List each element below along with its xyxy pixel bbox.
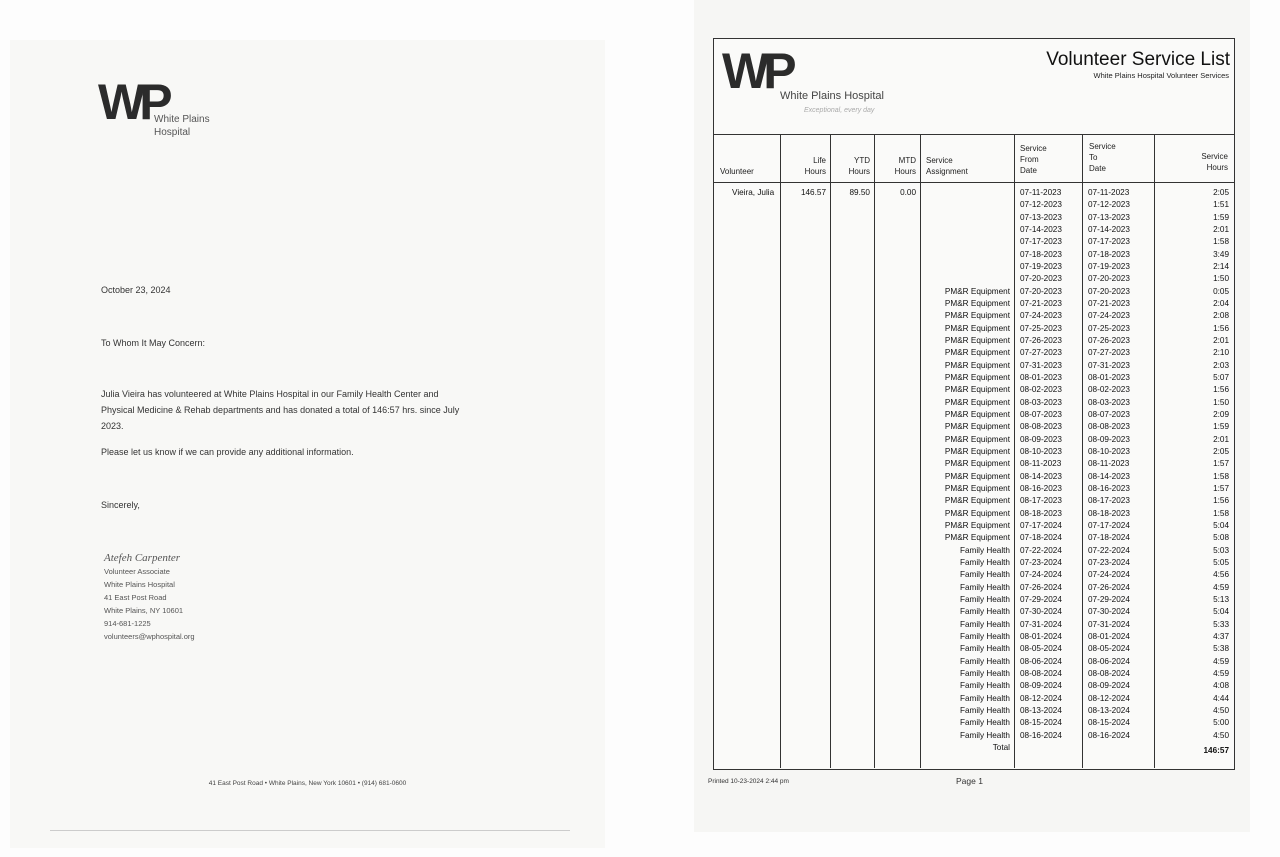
row-service-from-date: 08-14-2023 [1020,471,1062,481]
row-service-assignment: Family Health [959,730,1010,740]
row-service-to-date: 07-31-2024 [1088,619,1130,629]
row-service-hours: 1:50 [1213,274,1229,284]
letter-logo [98,76,238,146]
row-service-from-date: 07-27-2023 [1020,348,1062,358]
row-service-hours: 5:33 [1213,619,1229,629]
row-service-assignment: PM&R Equipment [944,471,1010,481]
row-service-hours: 1:58 [1213,508,1229,518]
row-service-hours: 2:01 [1213,335,1229,345]
letter-body-line1: Julia Vieira has volunteered at White Plains Hospital in our Family Health Center and [101,389,439,399]
ytd-hours-value: 89.50 [849,188,870,197]
row-service-to-date: 08-16-2023 [1088,483,1130,493]
row-service-from-date: 07-12-2023 [1020,200,1062,210]
row-service-assignment: PM&R Equipment [944,496,1010,506]
row-service-from-date: 07-25-2023 [1020,323,1062,333]
row-service-to-date: 07-23-2024 [1088,557,1130,567]
header-mtd-hours: MTD Hours [894,156,916,176]
row-service-from-date: 08-05-2024 [1020,644,1062,654]
cover-letter-page [10,40,605,848]
report-logo-name: White Plains Hospital [780,90,884,102]
row-service-from-date: 07-13-2023 [1020,212,1062,222]
row-service-assignment: Family Health [959,631,1010,641]
row-service-hours: 4:50 [1213,705,1229,715]
row-service-from-date: 08-01-2023 [1020,372,1062,382]
row-service-from-date: 07-18-2024 [1020,533,1062,543]
row-service-from-date: 08-13-2024 [1020,705,1062,715]
header-service-from-date: Service From Date [1020,144,1047,175]
signature-title: Volunteer Associate [104,567,170,576]
row-service-from-date: 07-24-2023 [1020,311,1062,321]
row-service-to-date: 07-24-2023 [1088,311,1130,321]
row-service-hours: 4:56 [1213,570,1229,580]
row-service-hours: 1:59 [1213,212,1229,222]
row-service-to-date: 08-11-2023 [1088,459,1130,469]
row-service-assignment: PM&R Equipment [944,434,1010,444]
header-volunteer: Volunteer [720,167,754,176]
row-service-to-date: 08-17-2023 [1088,496,1130,506]
report-logo-mark: WP [722,43,791,99]
logo-mark: WP [98,74,167,130]
header-ytd-hours: YTD Hours [848,156,870,176]
row-service-hours: 2:08 [1213,311,1229,321]
row-service-from-date: 07-21-2023 [1020,298,1062,308]
row-service-hours: 5:07 [1213,372,1229,382]
row-service-assignment: PM&R Equipment [944,286,1010,296]
row-service-to-date: 07-12-2023 [1088,200,1130,210]
row-service-from-date: 07-11-2023 [1020,188,1062,197]
row-service-hours: 2:10 [1213,348,1229,358]
row-service-to-date: 07-24-2024 [1088,570,1130,580]
header-service-assignment: Service Assignment [926,156,968,176]
row-service-hours: 0:05 [1213,286,1229,296]
row-service-to-date: 07-27-2023 [1088,348,1130,358]
row-service-to-date: 08-16-2024 [1088,730,1130,740]
report-logo-tagline: Exceptional, every day [804,107,875,114]
row-service-assignment: Family Health [959,619,1010,629]
signature-org: White Plains Hospital [104,580,175,589]
row-service-from-date: 07-17-2024 [1020,520,1062,530]
report-frame [713,38,1235,770]
row-service-assignment: Family Health [959,570,1010,580]
row-service-to-date: 08-12-2024 [1088,693,1130,703]
row-service-hours: 1:58 [1213,471,1229,481]
row-service-assignment: PM&R Equipment [944,360,1010,370]
row-service-from-date: 08-16-2023 [1020,483,1062,493]
row-service-assignment: PM&R Equipment [944,533,1010,543]
row-service-from-date: 07-18-2023 [1020,249,1062,259]
row-service-assignment: PM&R Equipment [944,348,1010,358]
signature-address2: White Plains, NY 10601 [104,606,184,615]
row-service-hours: 5:00 [1213,718,1229,728]
row-service-hours: 1:56 [1213,323,1229,333]
row-service-from-date: 07-19-2023 [1020,261,1062,271]
logo-name-line2: Hospital [154,127,191,138]
row-service-hours: 4:59 [1213,656,1229,666]
row-service-hours: 5:03 [1213,545,1229,555]
row-service-from-date: 08-17-2023 [1020,496,1062,506]
col-divider [780,134,781,768]
row-service-to-date: 08-02-2023 [1088,385,1130,395]
mtd-hours-value: 0.00 [900,188,916,197]
row-service-from-date: 08-12-2024 [1020,693,1062,703]
row-service-hours: 1:50 [1213,397,1229,407]
signature-address1: 41 East Post Road [104,593,167,602]
row-service-from-date: 08-08-2024 [1020,668,1062,678]
letter-body-line3: 2023. [101,421,124,431]
row-service-assignment: Family Health [959,705,1010,715]
row-service-to-date: 07-22-2024 [1088,545,1130,555]
printed-timestamp: Printed 10-23-2024 2:44 pm [708,778,789,785]
row-service-assignment: PM&R Equipment [944,311,1010,321]
row-service-to-date: 07-18-2023 [1088,249,1130,259]
signature-block [104,552,195,643]
row-service-to-date: 08-08-2024 [1088,668,1130,678]
row-service-to-date: 08-10-2023 [1088,446,1130,456]
row-service-to-date: 08-01-2023 [1088,372,1130,382]
row-service-from-date: 08-03-2023 [1020,397,1062,407]
logo-name-line1: White Plains [154,114,210,125]
row-service-assignment: PM&R Equipment [944,520,1010,530]
row-service-assignment: PM&R Equipment [944,483,1010,493]
row-service-from-date: 08-15-2024 [1020,718,1062,728]
row-service-hours: 5:04 [1213,520,1229,530]
letter-date: October 23, 2024 [101,285,171,295]
row-service-hours: 4:59 [1213,582,1229,592]
letter-followup: Please let us know if we can provide any additional information. [101,447,354,457]
letter-closing: Sincerely, [101,500,140,510]
row-service-assignment: PM&R Equipment [944,446,1010,456]
row-service-hours: 1:56 [1213,385,1229,395]
row-service-from-date: 07-31-2023 [1020,360,1062,370]
row-service-to-date: 08-07-2023 [1088,409,1130,419]
report-title: Volunteer Service List [1046,49,1230,70]
row-service-hours: 2:01 [1213,434,1229,444]
row-service-hours: 2:05 [1213,188,1229,197]
letter-salutation: To Whom It May Concern: [101,338,206,348]
row-service-hours: 2:05 [1213,446,1229,456]
row-service-from-date: 07-30-2024 [1020,607,1062,617]
row-service-from-date: 07-14-2023 [1020,224,1062,234]
row-service-hours: 1:56 [1213,496,1229,506]
report-subtitle: White Plains Hospital Volunteer Services [1093,71,1229,80]
signature-phone: 914-681-1225 [104,619,151,628]
row-service-from-date: 08-16-2024 [1020,730,1062,740]
col-divider [830,134,831,768]
row-service-from-date: 08-11-2023 [1020,459,1062,469]
row-service-hours: 4:37 [1213,631,1229,641]
row-service-to-date: 08-15-2024 [1088,718,1130,728]
row-service-to-date: 07-20-2023 [1088,274,1130,284]
row-service-hours: 4:59 [1213,668,1229,678]
row-service-from-date: 07-22-2024 [1020,545,1062,555]
row-service-hours: 5:08 [1213,533,1229,543]
row-service-assignment: PM&R Equipment [944,298,1010,308]
row-service-to-date: 08-09-2023 [1088,434,1130,444]
row-service-assignment: PM&R Equipment [944,397,1010,407]
row-service-to-date: 07-25-2023 [1088,323,1130,333]
col-divider [874,134,875,768]
row-service-hours: 1:58 [1213,237,1229,247]
row-service-assignment: Family Health [959,668,1010,678]
row-service-assignment: Family Health [959,545,1010,555]
row-service-from-date: 08-18-2023 [1020,508,1062,518]
row-service-to-date: 07-17-2024 [1088,520,1130,530]
row-service-hours: 5:05 [1213,557,1229,567]
row-service-to-date: 07-14-2023 [1088,224,1130,234]
row-service-hours: 5:38 [1213,644,1229,654]
row-service-hours: 4:08 [1213,681,1229,691]
row-service-to-date: 08-08-2023 [1088,422,1130,432]
row-service-from-date: 08-09-2024 [1020,681,1062,691]
service-list-page [694,0,1250,832]
row-service-to-date: 07-21-2023 [1088,298,1130,308]
row-service-hours: 1:51 [1213,200,1229,210]
row-service-to-date: 07-26-2024 [1088,582,1130,592]
row-service-from-date: 08-06-2024 [1020,656,1062,666]
signature-email: volunteers@wphospital.org [104,632,195,641]
row-service-assignment: PM&R Equipment [944,385,1010,395]
row-service-assignment: Family Health [959,582,1010,592]
row-service-to-date: 07-11-2023 [1088,188,1130,197]
row-service-from-date: 07-20-2023 [1020,286,1062,296]
total-hours: 146:57 [1203,746,1229,755]
row-service-to-date: 07-20-2023 [1088,286,1130,296]
signature-name: Atefeh Carpenter [104,552,181,564]
row-service-assignment: Family Health [959,656,1010,666]
row-service-assignment: Family Health [959,681,1010,691]
row-service-to-date: 07-13-2023 [1088,212,1130,222]
row-service-assignment: PM&R Equipment [944,335,1010,345]
total-label: Total [992,743,1010,752]
col-divider [1014,134,1015,768]
row-service-from-date: 07-23-2024 [1020,557,1062,567]
row-service-assignment: PM&R Equipment [944,459,1010,469]
row-service-from-date: 07-20-2023 [1020,274,1062,284]
row-service-to-date: 08-05-2024 [1088,644,1130,654]
volunteer-name: Vieira, Julia [732,188,775,197]
row-service-to-date: 08-18-2023 [1088,508,1130,518]
row-service-hours: 2:04 [1213,298,1229,308]
row-service-assignment: Family Health [959,557,1010,567]
row-service-hours: 2:01 [1213,224,1229,234]
row-service-assignment: PM&R Equipment [944,422,1010,432]
row-service-from-date: 08-08-2023 [1020,422,1062,432]
row-service-assignment: Family Health [959,594,1010,604]
row-service-to-date: 07-31-2023 [1088,360,1130,370]
row-service-hours: 1:57 [1213,459,1229,469]
row-service-to-date: 08-03-2023 [1088,397,1130,407]
row-service-to-date: 08-01-2024 [1088,631,1130,641]
col-divider [1154,134,1155,768]
report-logo [722,45,922,125]
footer-rule [50,830,570,831]
row-service-hours: 4:50 [1213,730,1229,740]
header-bottom-rule [714,182,1234,183]
row-service-assignment: Family Health [959,644,1010,654]
row-service-from-date: 08-10-2023 [1020,446,1062,456]
row-service-assignment: Family Health [959,693,1010,703]
row-service-to-date: 07-19-2023 [1088,261,1130,271]
row-service-to-date: 08-13-2024 [1088,705,1130,715]
row-service-hours: 5:04 [1213,607,1229,617]
row-service-to-date: 08-09-2024 [1088,681,1130,691]
row-service-from-date: 07-31-2024 [1020,619,1062,629]
row-service-assignment: Family Health [959,718,1010,728]
row-service-from-date: 08-09-2023 [1020,434,1062,444]
row-service-to-date: 07-18-2024 [1088,533,1130,543]
row-service-to-date: 07-26-2023 [1088,335,1130,345]
row-service-from-date: 08-02-2023 [1020,385,1062,395]
row-service-from-date: 07-17-2023 [1020,237,1062,247]
header-service-to-date: Service To Date [1089,142,1116,173]
letter-footer: 41 East Post Road • White Plains, New York 10601 • (914) 681-0600 [208,780,407,787]
row-service-hours: 3:49 [1213,249,1229,259]
row-service-hours: 1:57 [1213,483,1229,493]
row-service-hours: 4:44 [1213,693,1229,703]
row-service-hours: 2:14 [1213,261,1229,271]
row-service-to-date: 08-14-2023 [1088,471,1130,481]
header-service-hours: Service Hours [1201,152,1228,172]
row-service-to-date: 08-06-2024 [1088,656,1130,666]
letter-body-line2: Physical Medicine & Rehab departments and has donated a total of 146:57 hrs. since July [101,405,460,415]
row-service-assignment: PM&R Equipment [944,372,1010,382]
row-service-assignment: PM&R Equipment [944,508,1010,518]
row-service-to-date: 07-29-2024 [1088,594,1130,604]
row-service-from-date: 07-29-2024 [1020,594,1062,604]
row-service-from-date: 07-26-2024 [1020,582,1062,592]
row-service-to-date: 07-17-2023 [1088,237,1130,247]
page-number: Page 1 [956,776,983,786]
header-top-rule [714,134,1234,135]
row-service-assignment: Family Health [959,607,1010,617]
row-service-from-date: 08-07-2023 [1020,409,1062,419]
row-service-hours: 2:03 [1213,360,1229,370]
row-service-from-date: 07-26-2023 [1020,335,1062,345]
row-service-hours: 1:59 [1213,422,1229,432]
row-service-hours: 2:09 [1213,409,1229,419]
row-service-hours: 5:13 [1213,594,1229,604]
row-service-to-date: 07-30-2024 [1088,607,1130,617]
life-hours-value: 146.57 [800,188,826,197]
row-service-from-date: 07-24-2024 [1020,570,1062,580]
row-service-assignment: PM&R Equipment [944,323,1010,333]
row-service-assignment: PM&R Equipment [944,409,1010,419]
header-life-hours: Life Hours [804,156,826,176]
row-service-from-date: 08-01-2024 [1020,631,1062,641]
